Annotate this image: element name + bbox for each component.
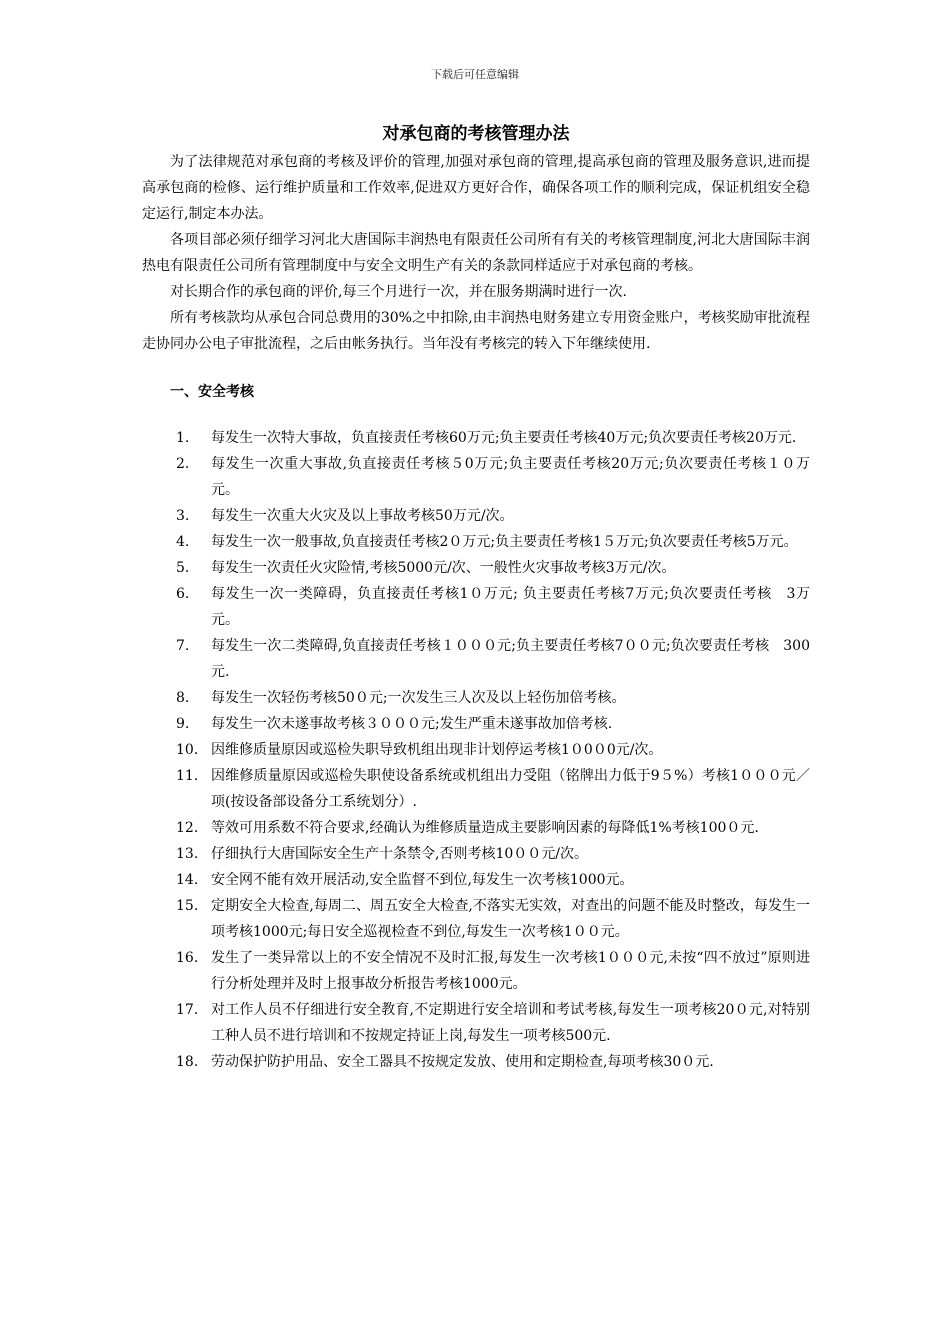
list-item-number: 15. <box>176 898 199 914</box>
list-item <box>142 763 810 815</box>
list-item-text: 每发生一次二类障碍,负直接责任考核１０００元;负主要责任考核7００元;负次要责任考核 300元. <box>211 638 810 680</box>
list-item <box>142 893 810 945</box>
list-item-text: 因维修质量原因或巡检失职使设备系统或机组出力受阻（铭牌出力低于9５%）考核1０００元／项(按设备部设备分工系统划分）. <box>211 768 810 810</box>
list-item <box>142 425 810 451</box>
list-item <box>142 945 810 997</box>
list-item-text: 每发生一次重大事故,负直接责任考核５0万元;负主要责任考核20万元;负次要责任考核１０万元。 <box>211 456 810 498</box>
document-body <box>142 122 810 1075</box>
list-item <box>142 997 810 1049</box>
list-item <box>142 633 810 685</box>
list-item <box>142 841 810 867</box>
list-item <box>142 685 810 711</box>
list-item-text: 每发生一次一般事故,负直接责任考核2０万元;负主要责任考核1５万元;负次要责任考核5万元。 <box>211 534 798 550</box>
list-item-number: 8. <box>176 690 190 706</box>
list-item-text: 每发生一次未遂事故考核３０００元;发生严重未遂事故加倍考核. <box>211 716 613 732</box>
list-item-text: 每发生一次一类障碍，负直接责任考核1０万元; 负主要责任考核7万元;负次要责任考核 3万元。 <box>211 586 810 628</box>
list-item-number: 9. <box>176 716 190 732</box>
safety-assessment-list <box>142 425 810 1075</box>
list-item-number: 17. <box>176 1002 199 1018</box>
list-item-text: 每发生一次责任火灾险情,考核5000元/次、一般性火灾事故考核3万元/次。 <box>211 560 676 576</box>
list-item <box>142 451 810 503</box>
list-item-text: 每发生一次特大事故，负直接责任考核60万元;负主要责任考核40万元;负次要责任考核20万元. <box>211 430 797 446</box>
list-item-number: 2. <box>176 456 190 472</box>
list-item-number: 11. <box>176 768 199 784</box>
list-item-text: 因维修质量原因或巡检失职导致机组出现非计划停运考核1０0０0元/次。 <box>211 742 663 758</box>
list-item-number: 3. <box>176 508 190 524</box>
list-item <box>142 581 810 633</box>
list-item <box>142 711 810 737</box>
list-item-text: 定期安全大检查,每周二、周五安全大检查,不落实无实效，对查出的问题不能及时整改，每发生一项考核1000元;每日安全巡视检查不到位,每发生一次考核1００元。 <box>211 898 810 940</box>
intro-paragraph-1: 为了法律规范对承包商的考核及评价的管理,加强对承包商的管理,提高承包商的管理及服务意识,进而提高承包商的检修、运行维护质量和工作效率,促进双方更好合作，确保各项工作的顺利完成，保证机组安全稳定运行,制定本办法。 <box>142 154 810 222</box>
list-item <box>142 867 810 893</box>
list-item-number: 5. <box>176 560 190 576</box>
list-item <box>142 529 810 555</box>
list-item-text: 发生了一类异常以上的不安全情况不及时汇报,每发生一次考核1０００元,未按“四不放过”原则进行分析处理并及时上报事故分析报告考核1000元。 <box>211 950 810 992</box>
list-item-number: 14. <box>176 872 199 888</box>
list-item-number: 13. <box>176 846 199 862</box>
list-item-number: 18. <box>176 1054 199 1070</box>
list-item-text: 每发生一次轻伤考核50０元;一次发生三人次及以上轻伤加倍考核。 <box>211 690 626 706</box>
list-item-text: 安全网不能有效开展活动,安全监督不到位,每发生一次考核1000元。 <box>211 872 634 888</box>
list-item <box>142 1049 810 1075</box>
list-item <box>142 815 810 841</box>
intro-paragraph-4: 所有考核款均从承包合同总费用的30%之中扣除,由丰润热电财务建立专用资金账户，考核奖励审批流程走协同办公电子审批流程，之后由帐务执行。当年没有考核完的转入下年继续使用. <box>142 310 810 352</box>
list-item-text: 仔细执行大唐国际安全生产十条禁令,否则考核10００元/次。 <box>211 846 588 862</box>
list-item-number: 10. <box>176 742 199 758</box>
list-item-text: 劳动保护防护用品、安全工器具不按规定发放、使用和定期检查,每项考核30０元. <box>211 1054 714 1070</box>
document-title: 对承包商的考核管理办法 <box>382 124 570 144</box>
list-item-number: 4. <box>176 534 190 550</box>
list-item-number: 6. <box>176 586 190 602</box>
list-item-number: 7. <box>176 638 190 654</box>
intro-paragraph-3: 对长期合作的承包商的评价,每三个月进行一次，并在服务期满时进行一次. <box>170 284 627 300</box>
list-item-number: 12. <box>176 820 199 836</box>
list-item-number: 16. <box>176 950 199 966</box>
page-header-note: 下载后可任意编辑 <box>431 68 519 81</box>
list-item <box>142 555 810 581</box>
list-item-text: 对工作人员不仔细进行安全教育,不定期进行安全培训和考试考核,每发生一项考核20０元,对特别工种人员不进行培训和不按规定持证上岗,每发生一项考核500元. <box>211 1002 810 1044</box>
list-item-text: 等效可用系数不符合要求,经确认为维修质量造成主要影响因素的每降低1%考核100０元. <box>211 820 759 836</box>
list-item-number: 1. <box>176 430 190 446</box>
section-heading-safety: 一、安全考核 <box>170 384 254 400</box>
list-item-text: 每发生一次重大火灾及以上事故考核50万元/次。 <box>211 508 514 524</box>
intro-paragraph-2: 各项目部必须仔细学习河北大唐国际丰润热电有限责任公司所有有关的考核管理制度,河北大唐国际丰润热电有限责任公司所有管理制度中与安全文明生产有关的条款同样适应于对承包商的考核。 <box>142 232 810 274</box>
list-item <box>142 503 810 529</box>
list-item <box>142 737 810 763</box>
